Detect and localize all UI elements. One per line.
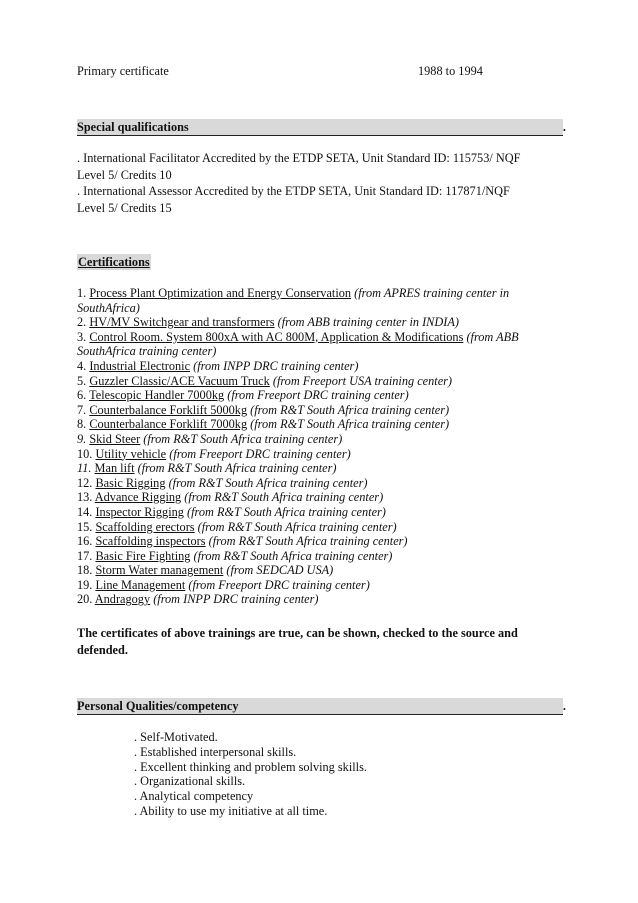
- list-item: 19. Line Management (from Freeport DRC training center): [77, 577, 370, 592]
- list-item: 17. Basic Fire Fighting (from R&T South Africa training center): [77, 548, 393, 563]
- list-item: 15. Scaffolding erectors (from R&T South Africa training center): [77, 519, 397, 534]
- certifications-note: [77, 625, 557, 659]
- list-item: 9. Skid Steer (from R&T South Africa training center): [77, 431, 343, 446]
- list-item: 5. Guzzler Classic/ACE Vacuum Truck (from Freeport USA training center): [77, 373, 453, 388]
- note-line: The certificates of above trainings are true, can be shown, checked to the source and: [77, 626, 518, 640]
- note-line: defended.: [77, 643, 128, 657]
- list-item: 2. HV/MV Switchgear and transformers (from ABB training center in INDIA): [77, 315, 459, 330]
- list-item: . Ability to use my initiative at all time.: [134, 803, 328, 818]
- list-item: 3. Control Room. System 800xA with AC 800M, Application & Modifications (from ABB: [77, 329, 519, 344]
- qualification-line: . International Assessor Accredited by the ETDP SETA, Unit Standard ID: 117871/NQF: [77, 184, 510, 198]
- certifications-heading: Certifications: [78, 255, 150, 269]
- special-qualification-item-2: [77, 183, 557, 216]
- list-item: 4. Industrial Electronic (from INPP DRC training center): [77, 358, 359, 373]
- heading-dot: .: [562, 120, 566, 134]
- list-item: . Excellent thinking and problem solving skills.: [134, 759, 367, 774]
- list-item: 7. Counterbalance Forklift 5000kg (from R&T South Africa training center): [77, 402, 450, 417]
- list-item-continuation: SouthAfrica): [77, 300, 140, 315]
- list-item: 11. Man lift (from R&T South Africa training center): [77, 461, 337, 476]
- primary-certificate-label: Primary certificate: [77, 64, 169, 78]
- personal-qualities-title: Personal Qualities/competency: [77, 699, 239, 713]
- list-item: 12. Basic Rigging (from R&T South Africa training center): [77, 475, 368, 490]
- qualification-line: Level 5/ Credits 10: [77, 167, 172, 182]
- list-item: 8. Counterbalance Forklift 7000kg (from R&T South Africa training center): [77, 417, 450, 432]
- certifications-list: [77, 286, 567, 607]
- list-item: . Organizational skills.: [134, 774, 246, 789]
- special-qualification-item-1: [77, 150, 557, 183]
- list-item: 1. Process Plant Optimization and Energy Conservation (from APRES training center in: [77, 286, 510, 300]
- heading-dot: .: [562, 699, 566, 713]
- qualification-line: Level 5/ Credits 15: [77, 200, 172, 215]
- list-item: 13. Advance Rigging (from R&T South Africa training center): [77, 490, 384, 505]
- list-item: 6. Telescopic Handler 7000kg (from Freeport DRC training center): [77, 388, 409, 403]
- list-item: . Analytical competency: [134, 789, 254, 804]
- list-item: 14. Inspector Rigging (from R&T South Africa training center): [77, 504, 386, 519]
- list-item: 20. Andragogy (from INPP DRC training center): [77, 592, 319, 607]
- primary-certificate-years: 1988 to 1994: [418, 64, 483, 78]
- list-item: . Established interpersonal skills.: [134, 744, 297, 759]
- qualification-line: . International Facilitator Accredited by the ETDP SETA, Unit Standard ID: 115753/ NQF: [77, 151, 521, 165]
- personal-qualities-heading: [77, 698, 566, 715]
- list-item: 18. Storm Water management (from SEDCAD USA): [77, 563, 334, 578]
- personal-qualities-list: [134, 730, 367, 819]
- list-item-continuation: SouthAfrica training center): [77, 344, 217, 359]
- special-qualifications-heading: [77, 119, 566, 136]
- list-item: . Self-Motivated.: [134, 730, 218, 744]
- list-item: 10. Utility vehicle (from Freeport DRC training center): [77, 446, 351, 461]
- special-qualifications-title: Special qualifications: [77, 120, 189, 134]
- list-item: 16. Scaffolding inspectors (from R&T South Africa training center): [77, 534, 408, 549]
